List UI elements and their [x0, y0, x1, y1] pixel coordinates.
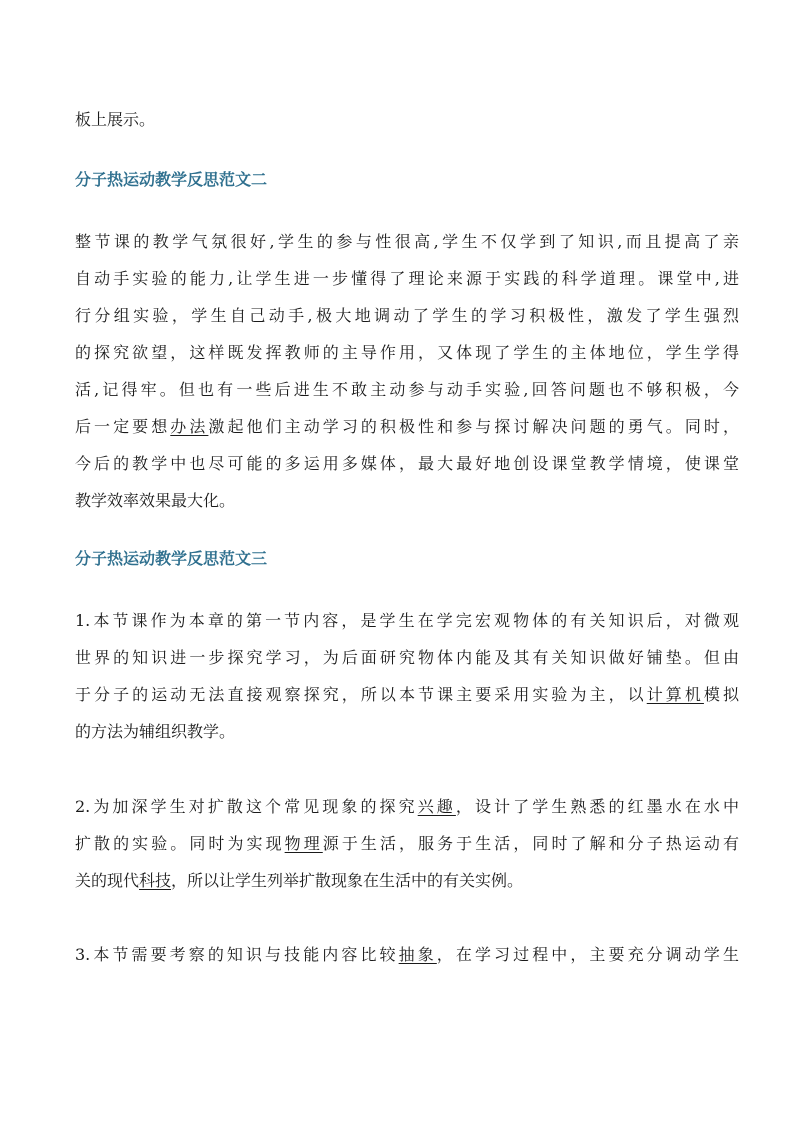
- paragraph-line: 的探究欲望，这样既发挥教师的主导作用，又体现了学生的主体地位，学生学得: [75, 343, 739, 362]
- text-run: 扩散的实验。同时为实现: [75, 834, 285, 853]
- paragraph-line: [75, 684, 739, 706]
- text-run: 模拟: [703, 685, 739, 704]
- text-run: 后一定要想: [75, 417, 171, 436]
- text-run: ，设计了学生熟悉的红墨水在水中: [455, 797, 739, 816]
- text-run: 2.为加深学生对扩散这个常见现象的探究: [75, 797, 418, 816]
- paragraph-line: 自动手实验的能力,让学生进一步懂得了理论来源于实践的科学道理。课堂中,进: [75, 269, 739, 288]
- link-jisuanji[interactable]: 计算机: [646, 685, 704, 704]
- paragraph-line: [75, 870, 523, 892]
- paragraph-tail: 板上展示。: [75, 110, 156, 129]
- section-heading-2: 分子热运动教学反思范文二: [75, 170, 268, 189]
- link-chouxiang[interactable]: 抽象: [398, 945, 437, 964]
- link-xingqu[interactable]: 兴趣: [417, 797, 456, 816]
- paragraph-line: 世界的知识进一步探究学习，为后面研究物体内能及其有关知识做好铺垫。但由: [75, 648, 739, 667]
- text-run: ，在学习过程中，主要充分调动学生: [436, 945, 739, 964]
- text-run: ，所以让学生列举扩散现象在生活中的有关实例。: [171, 871, 524, 890]
- paragraph-line: [75, 833, 739, 855]
- link-keji[interactable]: 科技: [139, 871, 172, 890]
- section-heading-3: 分子热运动教学反思范文三: [75, 549, 268, 568]
- text-run: 关的现代: [75, 871, 140, 890]
- text-run: 激起他们主动学习的积极性和参与探讨解决问题的勇气。同时，: [208, 417, 739, 436]
- paragraph-line: 整节课的教学气氛很好,学生的参与性很高,学生不仅学到了知识,而且提高了亲: [75, 232, 739, 251]
- link-wuli[interactable]: 物理: [284, 834, 323, 853]
- paragraph-line: 今后的教学中也尽可能的多运用多媒体，最大最好地创设课堂教学情境，使课堂: [75, 454, 739, 473]
- paragraph-line: [75, 416, 739, 438]
- text-run: 于分子的运动无法直接观察探究，所以本节课主要采用实验为主，以: [75, 685, 647, 704]
- link-banfa[interactable]: 办法: [170, 417, 209, 436]
- paragraph-line: 行分组实验，学生自己动手,极大地调动了学生的学习积极性，激发了学生强烈: [75, 306, 739, 325]
- text-run: 3.本节需要考察的知识与技能内容比较: [75, 945, 399, 964]
- paragraph-line: 活,记得牢。但也有一些后进生不敢主动参与动手实验,回答问题也不够积极，今: [75, 380, 739, 399]
- text-run: 源于生活，服务于生活，同时了解和分子热运动有: [322, 834, 739, 853]
- paragraph-line: 1.本节课作为本章的第一节内容，是学生在学完宏观物体的有关知识后，对微观: [75, 611, 739, 630]
- paragraph-line: 的方法为辅组织教学。: [75, 722, 236, 741]
- paragraph-line: [75, 944, 739, 966]
- paragraph-line: [75, 796, 739, 818]
- paragraph-line: 教学效率效果最大化。: [75, 491, 236, 510]
